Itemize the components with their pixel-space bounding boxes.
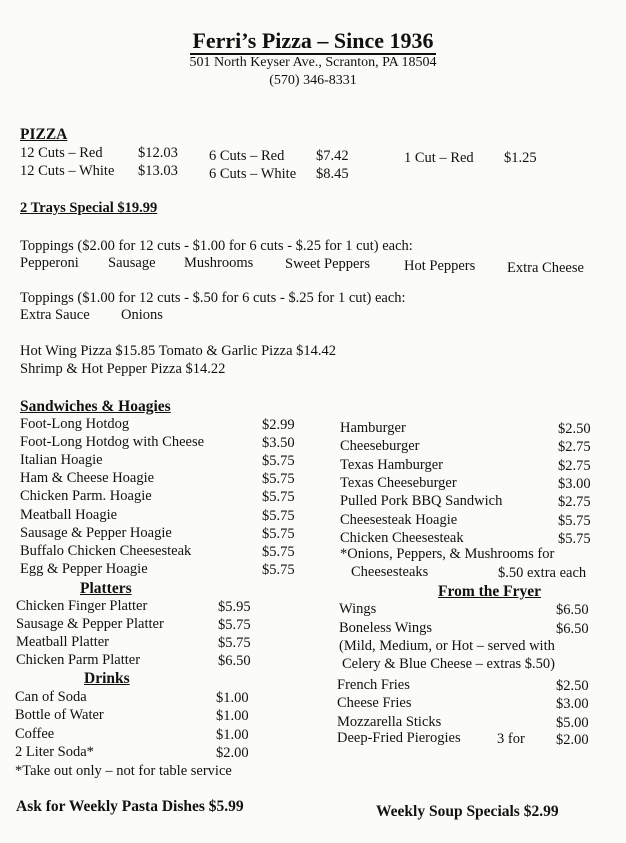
menu-item-price: $5.75 bbox=[218, 635, 251, 651]
restaurant-phone: (570) 346-8331 bbox=[269, 73, 357, 88]
menu-item-name: Meatball Hoagie bbox=[20, 506, 118, 523]
platters-heading: Platters bbox=[80, 580, 132, 597]
soup-special: Weekly Soup Specials $2.99 bbox=[376, 803, 559, 820]
menu-item-name: Deep-Fried Pierogies bbox=[337, 730, 461, 746]
pizza-row-price: $7.42 bbox=[316, 148, 349, 164]
pizza-row-price: $13.03 bbox=[138, 163, 178, 179]
menu-item-price: $2.75 bbox=[558, 439, 591, 456]
menu-item-name: Chicken Parm Platter bbox=[16, 652, 141, 668]
menu-item-price: $5.95 bbox=[218, 599, 251, 615]
pizza-row-label: 6 Cuts – Red bbox=[209, 148, 285, 164]
topping-item: Mushrooms bbox=[184, 255, 254, 271]
menu-item-name: Texas Cheeseburger bbox=[340, 474, 457, 491]
menu-item-price: $1.00 bbox=[216, 708, 249, 725]
menu-item-name: Sausage & Pepper Hoagie bbox=[20, 524, 172, 541]
trays-special: 2 Trays Special $19.99 bbox=[20, 200, 158, 216]
pizza-row-label: 12 Cuts – Red bbox=[20, 145, 103, 161]
menu-item-name: Cheese Fries bbox=[337, 695, 412, 712]
menu-item-price: $5.75 bbox=[262, 561, 295, 578]
menu-item-price: $5.75 bbox=[218, 617, 251, 633]
drinks-note: *Take out only – not for table service bbox=[15, 763, 232, 779]
pizza-heading: PIZZA bbox=[20, 126, 68, 143]
pasta-special: Ask for Weekly Pasta Dishes $5.99 bbox=[16, 798, 244, 815]
burger-note-cheesesteaks: Cheesesteaks bbox=[351, 564, 429, 580]
menu-item-price: $2.75 bbox=[558, 494, 591, 511]
menu-item-price: $5.75 bbox=[558, 512, 591, 529]
burger-note: *Onions, Peppers, & Mushrooms for bbox=[340, 546, 555, 562]
menu-item-price: $2.50 bbox=[556, 678, 589, 694]
menu-item-name: Mozzarella Sticks bbox=[337, 713, 442, 730]
toppings-group1-desc: Toppings ($2.00 for 12 cuts - $1.00 for 6 cuts - $.25 for 1 cut) each: bbox=[20, 238, 413, 254]
menu-item-price: $2.50 bbox=[558, 421, 591, 437]
pizza-row-label: 6 Cuts – White bbox=[209, 166, 297, 182]
menu-item-price: $5.75 bbox=[558, 530, 591, 547]
menu-item-price: $3.50 bbox=[262, 435, 295, 452]
menu-item-name: French Fries bbox=[337, 677, 410, 693]
menu-item-name: Foot-Long Hotdog bbox=[20, 416, 130, 432]
menu-item-price: $5.75 bbox=[262, 471, 295, 488]
specialty-pizzas-line1: Hot Wing Pizza $15.85 Tomato & Garlic Pizza $14.42 bbox=[20, 343, 337, 359]
menu-item-name: Can of Soda bbox=[15, 689, 87, 705]
menu-item-price: $6.50 bbox=[218, 653, 251, 669]
topping-item: Extra Cheese bbox=[507, 260, 584, 276]
topping-item: Onions bbox=[121, 307, 163, 323]
sandwiches-heading: Sandwiches & Hoagies bbox=[20, 398, 171, 415]
pizza-row-label: 1 Cut – Red bbox=[404, 150, 474, 166]
menu-item-name: Foot-Long Hotdog with Cheese bbox=[20, 434, 205, 451]
menu-item-price: $2.00 bbox=[556, 732, 589, 748]
menu-item-name: Coffee bbox=[15, 725, 55, 742]
menu-item-name: 2 Liter Soda* bbox=[15, 743, 94, 760]
menu-item-price: $3.00 bbox=[558, 475, 591, 492]
menu-item-price: $5.75 bbox=[262, 543, 295, 560]
menu-item-price: $2.00 bbox=[216, 744, 249, 761]
restaurant-address: 501 North Keyser Ave., Scranton, PA 18504 bbox=[189, 55, 437, 70]
menu-item-name: Buffalo Chicken Cheesesteak bbox=[20, 542, 192, 559]
topping-item: Hot Peppers bbox=[404, 258, 476, 274]
menu-item-price: $1.00 bbox=[216, 726, 249, 743]
menu-item-name: Sausage & Pepper Platter bbox=[16, 616, 164, 632]
menu-item-price: $1.00 bbox=[216, 690, 249, 706]
menu-item-name: Egg & Pepper Hoagie bbox=[20, 560, 148, 577]
burger-note-extra: $.50 extra each bbox=[498, 565, 587, 581]
menu-item-price: $5.75 bbox=[262, 453, 295, 470]
fryer-heading: From the Fryer bbox=[438, 583, 541, 600]
menu-item-price: $6.50 bbox=[556, 621, 589, 637]
menu-item-name: Pulled Pork BBQ Sandwich bbox=[340, 493, 503, 510]
menu-item-price: $5.75 bbox=[262, 507, 295, 524]
menu-item-name: Cheesesteak Hoagie bbox=[340, 511, 458, 528]
restaurant-title: Ferri’s Pizza – Since 1936 bbox=[192, 28, 434, 53]
menu-item-name: Ham & Cheese Hoagie bbox=[20, 470, 155, 487]
menu-item-price: $3.00 bbox=[556, 696, 589, 713]
menu-item-name: Boneless Wings bbox=[339, 620, 432, 636]
menu-item-price: $5.75 bbox=[262, 525, 295, 542]
pierogies-qty: 3 for bbox=[497, 731, 525, 747]
menu-item-price: $2.75 bbox=[558, 457, 591, 474]
menu-item-name: Cheeseburger bbox=[340, 438, 420, 455]
menu-item-name: Hamburger bbox=[340, 420, 406, 436]
topping-item: Pepperoni bbox=[20, 255, 79, 271]
toppings-group2-desc: Toppings ($1.00 for 12 cuts - $.50 for 6 cuts - $.25 for 1 cut) each: bbox=[20, 290, 406, 306]
topping-item: Sausage bbox=[108, 255, 156, 271]
menu-item-price: $5.00 bbox=[556, 714, 589, 731]
menu-item-name: Chicken Finger Platter bbox=[16, 598, 148, 614]
pizza-row-label: 12 Cuts – White bbox=[20, 163, 115, 179]
menu-item-name: Wings bbox=[339, 601, 377, 617]
menu-item-price: $6.50 bbox=[556, 602, 589, 618]
specialty-pizzas-line2: Shrimp & Hot Pepper Pizza $14.22 bbox=[20, 361, 226, 377]
drinks-heading: Drinks bbox=[84, 670, 130, 687]
menu-item-price: $2.99 bbox=[262, 417, 295, 433]
menu-item-name: Chicken Cheesesteak bbox=[340, 529, 464, 546]
wings-note: Celery & Blue Cheese – extras $.50) bbox=[342, 656, 556, 672]
topping-item: Sweet Peppers bbox=[285, 256, 370, 272]
menu-item-name: Chicken Parm. Hoagie bbox=[20, 488, 152, 505]
menu-item-name: Meatball Platter bbox=[16, 634, 110, 650]
pizza-row-price: $1.25 bbox=[504, 150, 537, 166]
menu-item-name: Italian Hoagie bbox=[20, 452, 103, 469]
menu-item-price: $5.75 bbox=[262, 489, 295, 506]
topping-item: Extra Sauce bbox=[20, 307, 90, 323]
pizza-row-price: $12.03 bbox=[138, 145, 178, 161]
menu-item-name: Texas Hamburger bbox=[340, 456, 444, 473]
pizza-row-price: $8.45 bbox=[316, 166, 349, 182]
menu-item-name: Bottle of Water bbox=[15, 707, 104, 724]
wings-note: (Mild, Medium, or Hot – served with bbox=[339, 638, 555, 654]
